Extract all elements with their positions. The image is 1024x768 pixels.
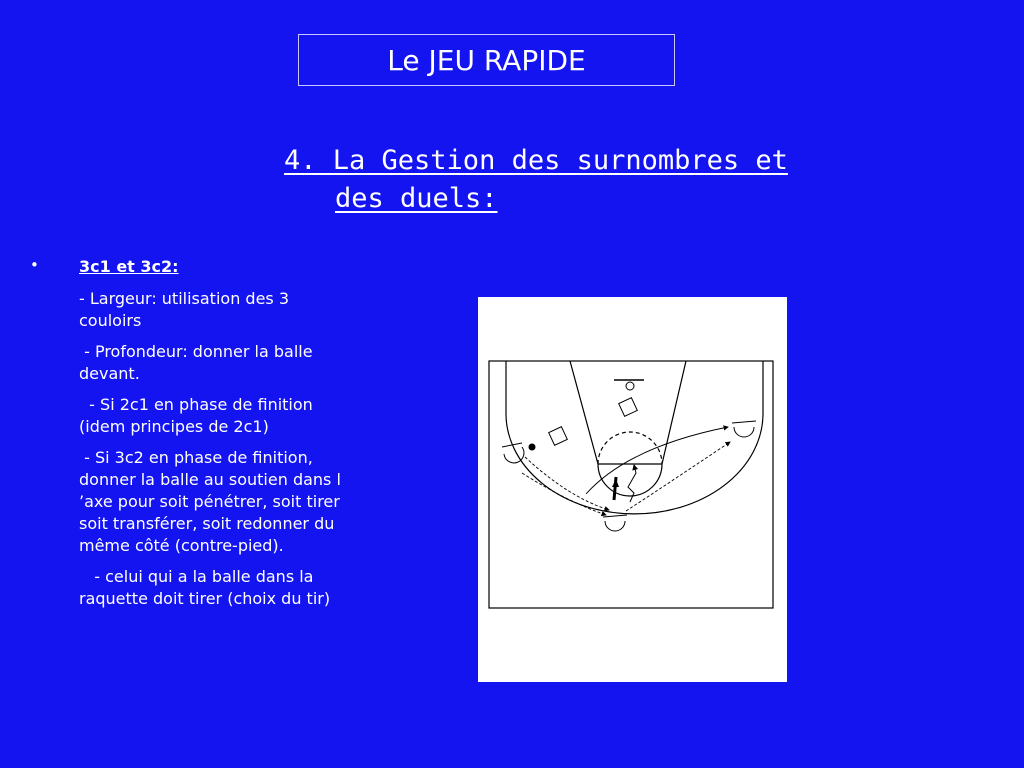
paragraph-tir: - celui qui a la balle dans la raquette doit tirer (choix du tir): [79, 567, 331, 608]
attacker-right: [732, 421, 756, 437]
section-heading-line-2: des duels:: [335, 183, 498, 214]
free-throw-circle-solid: [598, 464, 662, 496]
paragraph-2c1: - Si 2c1 en phase de finition (idem principes de 2c1): [79, 395, 313, 436]
three-point-line: [506, 361, 763, 514]
court-diagram: [478, 297, 787, 682]
ball: [529, 444, 536, 451]
cut-line: [586, 427, 728, 494]
paragraph-largeur: - Largeur: utilisation des 3 couloirs: [79, 289, 290, 330]
key-lane: [570, 361, 686, 464]
court-diagram-svg: [478, 297, 787, 682]
section-heading: [284, 142, 844, 218]
pass-line-3: [626, 442, 730, 511]
rim: [626, 382, 634, 390]
dribble-arrow-head: [612, 479, 619, 487]
bullet-heading: 3c1 et 3c2:: [79, 257, 179, 276]
bullet-icon: •: [30, 256, 39, 274]
defender-2: [549, 427, 568, 446]
paragraph-profondeur: - Profondeur: donner la balle devant.: [79, 342, 313, 383]
paragraph-3c2: - Si 3c2 en phase de finition, donner la balle au soutien dans l ’axe pour soit pénétrer, soit tirer soit transférer, soit redonner du même côté (contre-pied).: [79, 448, 341, 555]
slide-title: [298, 34, 675, 86]
section-heading-line-1: 4. La Gestion des surnombres et: [284, 145, 788, 176]
slide-title-text: Le JEU RAPIDE: [387, 43, 586, 77]
defender-1: [619, 398, 638, 417]
bullet-content: [79, 256, 344, 619]
free-throw-circle-dashed: [598, 432, 662, 464]
attacker-center: [603, 515, 627, 531]
